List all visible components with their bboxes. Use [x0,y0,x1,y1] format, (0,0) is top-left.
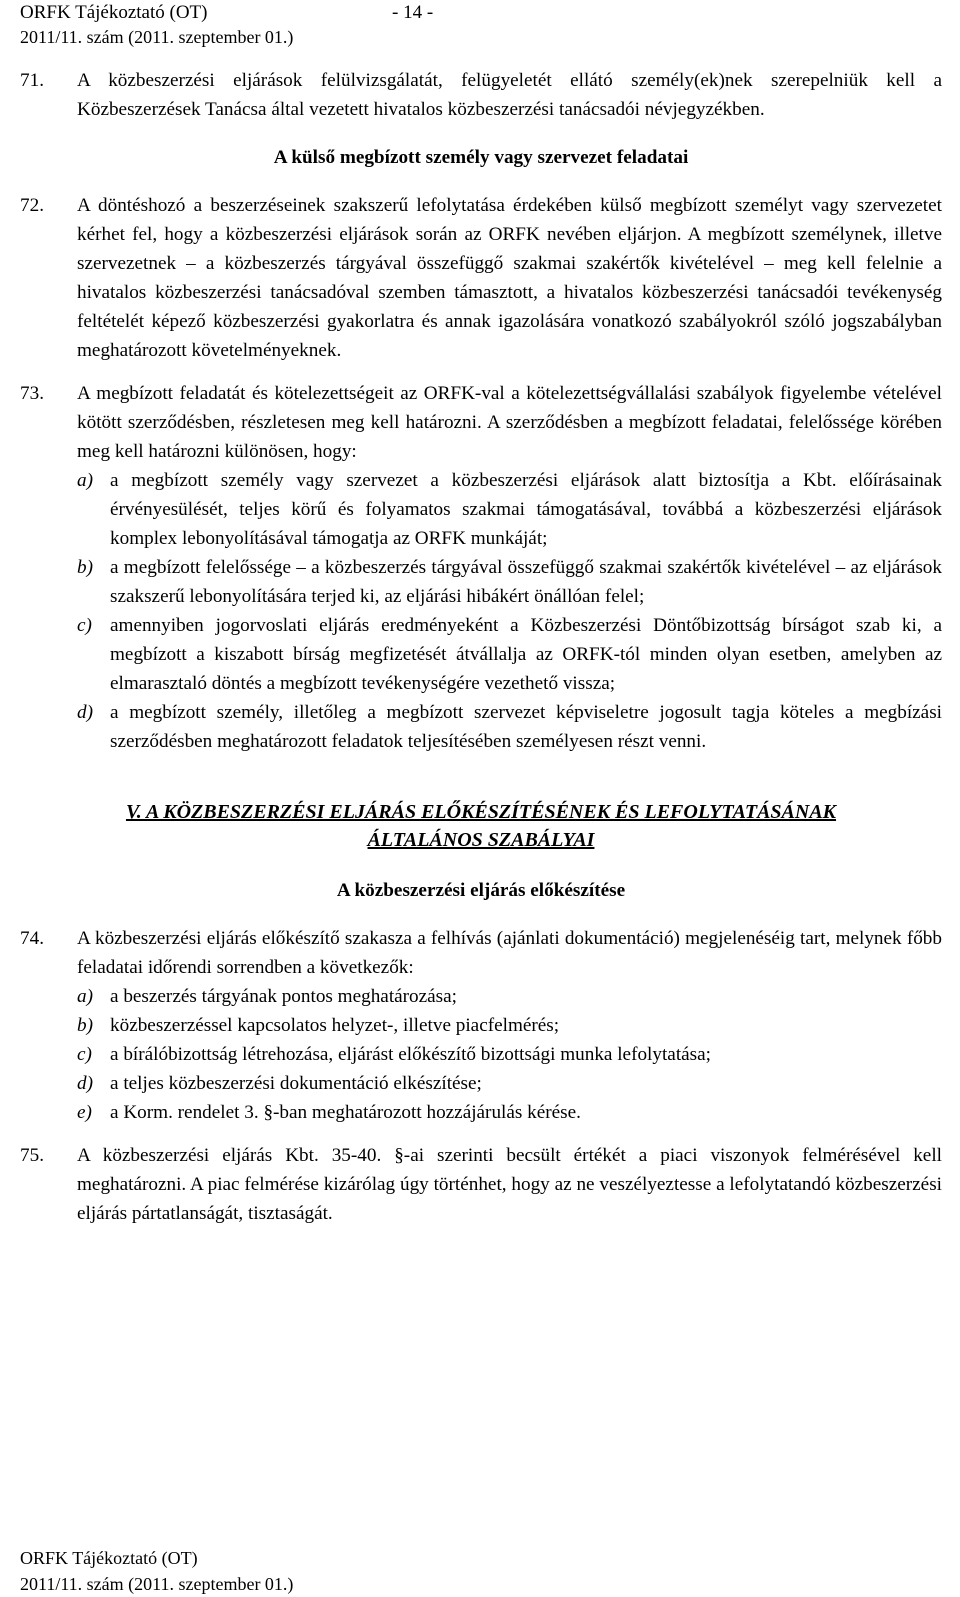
paragraph-number: 72. [20,195,44,216]
paragraph-75 [20,1141,942,1228]
chapter-title-line-1: V. A KÖZBESZERZÉSI ELJÁRÁS ELŐKÉSZÍTÉSÉNEK ÉS LEFOLYTATÁSÁNAK [125,801,837,823]
paragraph-text: A döntéshozó a beszerzéseinek szakszerű lefolytatása érdekében külső megbízott személyt vagy szervezetet kérhet fel, hogy a közbeszerzési eljárások során az ORFK nevében eljárjon. A megbízott személynek, illetve szervezetnek – a közbeszerzés tárgyával összefüggő szakmai szakértők kivételével – meg kell felelnie a hivatalos közbeszerzési tanácsadóval szemben támasztott, a hivatalos közbeszerzési tanácsadói tevékenység feltételét képező közbeszerzési gyakorlatra és annak igazolására vonatkozó szabályokról szóló jogszabályban meghatározott követelményeknek. [77,195,942,361]
page-number: - 14 - [392,2,434,23]
list-item-text: a megbízott felelőssége – a közbeszerzés tárgyával összefüggő szakmai szakértők kivételével – az eljárások szakszerű lebonyolítására terjed ki, az eljárási hibákért önállóan felel; [110,557,942,607]
list-item-text: amennyiben jogorvoslati eljárás eredményeként a Közbeszerzési Döntőbizottság bírságot szab ki, a megbízott a kiszabott bírság megfizetését átvállalja az ORFK-tól minden olyan esetben, amelyben az elmarasztaló döntés a megbízott tevékenységére vezethető vissza; [110,615,942,694]
paragraph-73 [20,379,942,756]
footer-publication: ORFK Tájékoztató (OT) [20,1548,198,1568]
list-letter: a) [77,986,93,1007]
list-item [77,1098,942,1127]
paragraph-72 [20,191,942,365]
list-item [77,553,942,611]
paragraph-74 [20,924,942,1127]
list-item [77,1040,942,1069]
document-body [20,66,942,1228]
paragraph-text: A közbeszerzési eljárások felülvizsgálatát, felügyeletét ellátó személy(ek)nek szerepelniük kell a Közbeszerzések Tanácsa által vezetett hivatalos közbeszerzési tanácsadói névjegyzékben. [77,70,942,120]
list-letter: d) [77,1073,93,1094]
list-letter: b) [77,1015,93,1036]
paragraph-number: 74. [20,928,44,949]
paragraph-number: 73. [20,383,44,404]
page-footer [20,1545,293,1597]
list-item-text: a bírálóbizottság létrehozása, eljárást előkészítő bizottsági munka lefolytatása; [110,1044,711,1065]
paragraph-text: A közbeszerzési eljárás előkészítő szakasza a felhívás (ajánlati dokumentáció) megjelenéséig tart, melynek főbb feladatai időrendi sorrendben a következők: [77,928,942,978]
section-subheading: A külső megbízott személy vagy szervezet feladatai [273,147,689,168]
paragraph-text: A közbeszerzési eljárás Kbt. 35-40. §-ai szerinti becsült értékét a piaci viszonyok felmérésével kell meghatározni. A piac felmérése kizárólag úgy történhet, hogy az ne veszélyeztesse a lefolytatandó közbeszerzési eljárás pártatlanságát, tisztaságát. [77,1145,942,1224]
list-item-text: a megbízott személy, illetőleg a megbízott szervezet képviseletre jogosult tagja köteles a megbízási szerződésben meghatározott feladatok teljesítésében személyesen részt venni. [110,702,942,752]
list-letter: b) [77,557,93,578]
header-publication: ORFK Tájékoztató (OT) [20,2,208,23]
list-item-text: a teljes közbeszerzési dokumentáció elkészítése; [110,1073,482,1094]
chapter-title [20,798,942,854]
list-letter: c) [77,1044,92,1065]
list-item-text: közbeszerzéssel kapcsolatos helyzet-, illetve piacfelmérés; [110,1015,560,1036]
paragraph-text: A megbízott feladatát és kötelezettségeit az ORFK-val a kötelezettségvállalási szabályok figyelembe vételével kötött szerződésben, részletesen meg kell határozni. A szerződésben a megbízott feladatai, felelőssége körében meg kell határozni különösen, hogy: [77,383,942,462]
paragraph-71 [20,66,942,124]
list-letter: a) [77,470,93,491]
list-item [77,698,942,756]
header-issue: 2011/11. szám (2011. szeptember 01.) [20,27,294,47]
list-item [77,982,942,1011]
list-letter: d) [77,702,93,723]
list-item [77,611,942,698]
page-header [20,0,434,50]
list-item-text: a megbízott személy vagy szervezet a közbeszerzési eljárások alatt biztosítja a Kbt. előírásainak érvényesülését, teljes körű és folyamatos szakmai támogatásával, továbbá a közbeszerzési eljárások komplex lebonyolításával támogatja az ORFK munkáját; [110,470,942,549]
list-item-text: a Korm. rendelet 3. §-ban meghatározott hozzájárulás kérése. [110,1102,581,1123]
section-subheading: A közbeszerzési eljárás előkészítése [336,880,626,901]
paragraph-number: 75. [20,1145,44,1166]
list-letter: e) [77,1102,92,1123]
list-item [77,1011,942,1040]
chapter-title-line-2: ÁLTALÁNOS SZABÁLYAI [367,829,595,851]
list-item-text: a beszerzés tárgyának pontos meghatározása; [110,986,457,1007]
list-letter: c) [77,615,92,636]
footer-issue: 2011/11. szám (2011. szeptember 01.) [20,1574,294,1594]
list-item [77,1069,942,1098]
list-item [77,466,942,553]
paragraph-number: 71. [20,70,44,91]
